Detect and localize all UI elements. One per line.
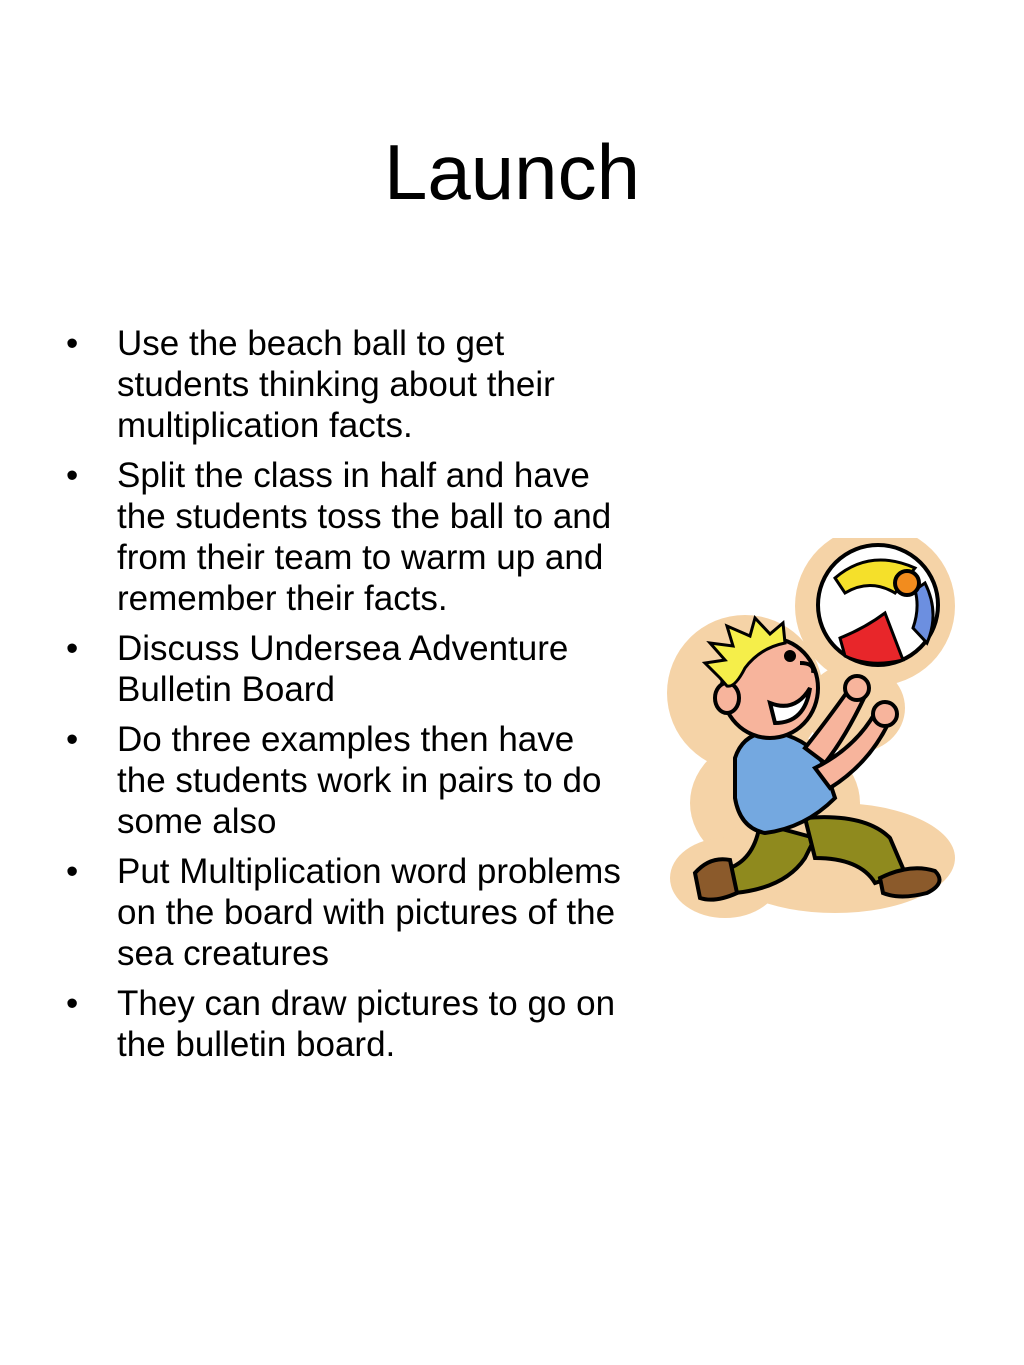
bullet-item (62, 323, 622, 446)
bullet-dot: • (66, 984, 79, 1023)
bullet-text: Split the class in half and have the students toss the ball to and from their team to warm up and remember their facts. (117, 456, 612, 618)
bullet-text: Do three examples then have the students work in pairs to do some also (117, 720, 602, 841)
bullet-item (62, 455, 622, 619)
boy-with-beach-ball-icon (665, 538, 965, 928)
bullet-item (62, 851, 622, 974)
bullet-dot: • (66, 852, 79, 891)
bullet-list (62, 323, 622, 1074)
bullet-text: They can draw pictures to go on the bulletin board. (117, 984, 616, 1064)
bullet-text: Discuss Undersea Adventure Bulletin Board (117, 629, 569, 709)
bullet-item (62, 719, 622, 842)
bullet-dot: • (66, 720, 79, 759)
bullet-dot: • (66, 629, 79, 668)
bullet-dot: • (66, 456, 79, 495)
bullet-text: Put Multiplication word problems on the board with pictures of the sea creatures (117, 852, 621, 973)
bullet-item (62, 983, 622, 1065)
bullet-item (62, 628, 622, 710)
bullet-text: Use the beach ball to get students thinking about their multiplication facts. (117, 324, 555, 445)
beach-ball (818, 545, 938, 665)
bullet-dot: • (66, 324, 79, 363)
slide-title: Launch (384, 128, 640, 216)
